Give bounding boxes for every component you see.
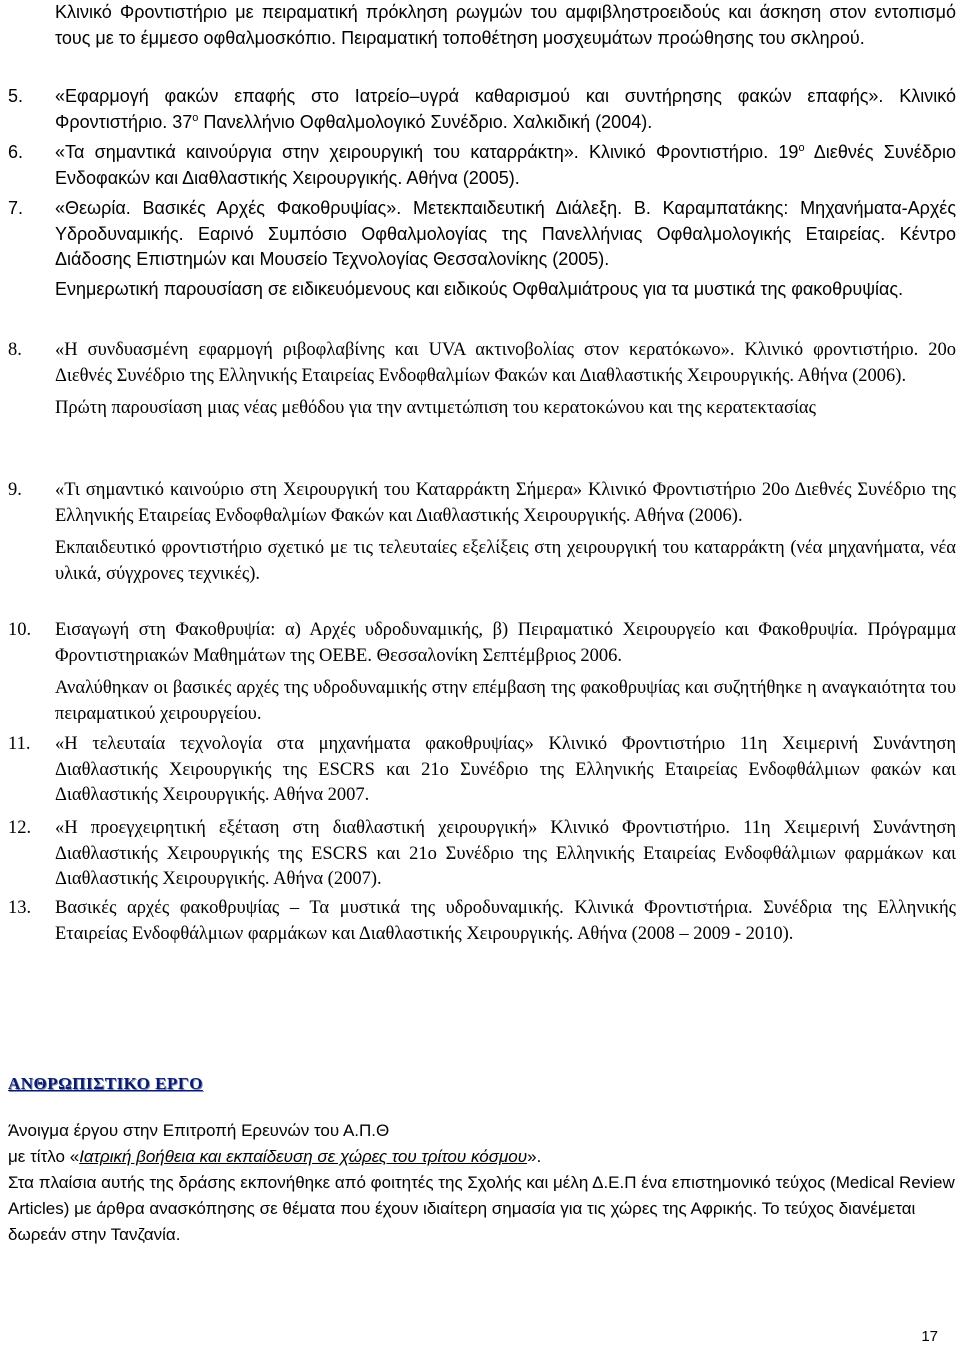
list-item-11 (0, 732, 960, 809)
item-text: «Θεωρία. Βασικές Αρχές Φακοθρυψίας». Μετεκπαιδευτική Διάλεξη. Β. Καραμπατάκης: Μηχανήματα-Αρχές Υδροδυναμικής. Εαρινό Συμπόσιο Οφθαλμολογίας της Πανελλήνιας Οφθαλμολογικής Εταιρείας. Κέντρο Διάδοσης Επιστημών και Μουσείο Τεχνολογίας Θεσσαλονίκης (2005). (55, 198, 956, 270)
item-text: «Εφαρμογή φακών επαφής στο Ιατρείο–υγρά καθαρισμού και συντήρησης φακών επαφής». Κλινικό Φροντιστήριο. $37^o$ Πανελλήνιο Οφθαλμολογικό Συνέδριο. Χαλκιδική (2004). (55, 86, 956, 132)
item-note: Αναλύθηκαν οι βασικές αρχές της υδροδυναμικής στην επέμβαση της φακοθρυψίας και συζητήθηκε η αναγκαιότητα του πειραματικού χειρουργείου. (55, 678, 956, 725)
list-item-6 (0, 140, 956, 191)
item-number: 12. (8, 818, 32, 838)
item-text: «Η συνδυασμένη εφαρμογή ριβοφλαβίνης και UVA ακτινοβολίας στον κερατόκωνο». Κλινικό φροντιστήριο. 20ο Διεθνές Συνέδριο της Ελληνικής Εταιρείας Ενδοφθαλμίων Φακών και Διαθλαστικής Χειρουργικής. Αθήνα (2006). (55, 340, 956, 386)
item-number: 7. (8, 198, 24, 218)
item-number: 11. (8, 734, 31, 754)
project-title-line: με τίτλο «Ιατρική βοήθεια και εκπαίδευση σε χώρες του τρίτου κόσμου». (8, 1147, 542, 1166)
item-text: «Τα σημαντικά καινούργια στην χειρουργική του καταρράκτη». Κλινικό Φροντιστήριο. $19^o$ Διεθνές Συνέδριο Ενδοφακών και Διαθλαστικής Χειρουργικής. Αθήνα (2005). (55, 142, 957, 188)
item-text: Εισαγωγή στη Φακοθρυψία: α) Αρχές υδροδυναμικής, β) Πειραματικό Χειρουργείο και Φακοθρυψία. Πρόγραμμα Φροντιστηριακών Μαθημάτων της ΟΕΒΕ. Θεσσαλονίκη Σεπτέμβριος 2006. (55, 620, 956, 666)
item-number: 6. (8, 142, 24, 162)
item-number: 5. (8, 86, 24, 106)
humanitarian-section (8, 1118, 956, 1248)
list-item-5 (0, 84, 956, 135)
section-heading: ΑΝΘΡΩΠΙΣΤΙΚΟ ΕΡΓΟ (8, 1074, 203, 1093)
item-number: 10. (8, 620, 32, 640)
item-text: «Τι σημαντικό καινούριο στη Χειρουργική του Καταρράκτη Σήμερα» Κλινικό Φροντιστήριο 20ο Διεθνές Συνέδριο της Ελληνικής Εταιρείας Ενδοφθαλμίων Φακών και Διαθλαστικής Χειρουργικής. Αθήνα (2006). (55, 480, 956, 526)
project-title: Ιατρική βοήθεια και εκπαίδευση σε χώρες του τρίτου κόσμου (79, 1147, 528, 1166)
list-item-7 (0, 196, 960, 303)
project-line: Άνοιγμα έργου στην Επιτροπή Ερευνών του Α.Π.Θ (8, 1121, 390, 1140)
list-item-8 (0, 338, 960, 422)
item-text: Βασικές αρχές φακοθρυψίας – Τα μυστικά της υδροδυναμικής. Κλινικά Φροντιστήρια. Συνέδρια της Ελληνικής Εταιρείας Ενδοφθάλμιων φαρμάκων και Διαθλαστικής Χειρουργικής. Αθήνα (2008 – 2009 - 2010). (55, 898, 956, 944)
intro-paragraph (0, 0, 956, 51)
item-number: 9. (8, 480, 22, 500)
item-text: «Η τελευταία τεχνολογία στα μηχανήματα φακοθρυψίας» Κλινικό Φροντιστήριο 11η Χειμερινή Συνάντηση Διαθλαστικής Χειρουργικής της ESCRS και 21ο Συνέδριο της Ελληνικής Εταιρείας Ενδοφθάλμιων φακών και Διαθλαστικής Χειρουργικής. Αθήνα 2007. (55, 734, 956, 806)
intro-text: Κλινικό Φροντιστήριο με πειραματική πρόκληση ρωγμών του αμφιβληστροειδούς και άσκηση στον εντοπισμό τους με το έμμεσο οφθαλμοσκόπιο. Πειραματική τοποθέτηση μοσχευμάτων προώθησης του σκληρού. (55, 2, 956, 48)
list-item-13 (0, 896, 960, 947)
project-paragraph: Στα πλαίσια αυτής της δράσης εκπονήθηκε από φοιτητές της Σχολής και μέλη Δ.Ε.Π ένα επιστημονικό τεύχος (Medical Review Articles) με άρθρα ανασκόπησης σε θέματα που έχουν ιδιαίτερη σημασία για τις χώρες της Αφρικής. Το τεύχος διανέμεται δωρεάν στην Τανζανία. (8, 1173, 955, 1244)
item-note: Ενημερωτική παρουσίαση σε ειδικευόμενους και ειδικούς Οφθαλμιάτρους για τα μυστικά της φακοθρυψίας. (55, 279, 904, 300)
item-text: «Η προεγχειρητική εξέταση στη διαθλαστική χειρουργική» Κλινικό Φροντιστήριο. 11η Χειμερινή Συνάντηση Διαθλαστικής Χειρουργικής της ESCRS και 21ο Συνέδριο της Ελληνικής Εταιρείας Ενδοφθάλμιων φαρμάκων και Διαθλαστικής Χειρουργικής. Αθήνα (2007). (55, 818, 956, 890)
item-note: Εκπαιδευτικό φροντιστήριο σχετικό με τις τελευταίες εξελίξεις στη χειρουργική του καταρράκτη (νέα μηχανήματα, νέα υλικά, σύγχρονες τεχνικές). (55, 538, 956, 585)
item-number: 13. (8, 898, 32, 918)
list-item-10 (0, 618, 960, 728)
page-number: 17 (921, 1328, 938, 1345)
item-number: 8. (8, 340, 22, 360)
list-item-9 (0, 478, 960, 588)
list-item-12 (0, 816, 960, 893)
item-note: Πρώτη παρουσίαση μιας νέας μεθόδου για την αντιμετώπιση του κερατοκώνου και της κερατεκτασίας (55, 398, 816, 419)
